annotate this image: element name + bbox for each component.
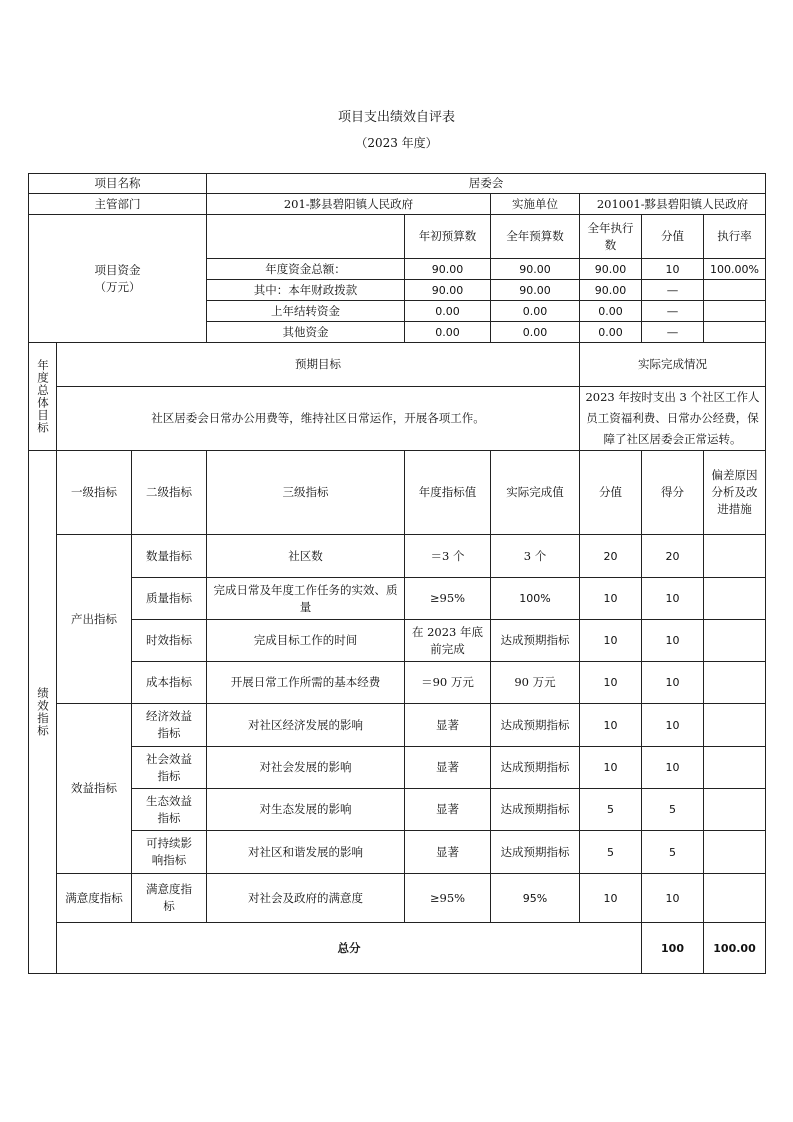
analysis-cell <box>704 535 766 578</box>
funds-score-value: 10 <box>642 259 704 280</box>
level2-cell: 质量指标 <box>132 578 207 620</box>
target-cell: ＝3 个 <box>405 535 491 578</box>
analysis-cell <box>704 662 766 704</box>
project-name-row <box>29 174 766 194</box>
funds-full: 90.00 <box>491 280 580 301</box>
header-score: 得分 <box>642 451 704 535</box>
score-value-cell: 10 <box>580 704 642 747</box>
target-cell: 显著 <box>405 704 491 747</box>
indicator-row <box>29 578 766 620</box>
actual-cell: 90 万元 <box>491 662 580 704</box>
funds-exec: 90.00 <box>580 280 642 301</box>
score-cell: 10 <box>642 874 704 923</box>
funds-exec: 0.00 <box>580 322 642 343</box>
funds-rate: 100.00% <box>704 259 766 280</box>
funds-row-label: 年度资金总额： <box>207 259 405 280</box>
level2-cell: 时效指标 <box>132 620 207 662</box>
indicator-row <box>29 620 766 662</box>
actual-cell: 达成预期指标 <box>491 620 580 662</box>
score-cell: 10 <box>642 704 704 747</box>
target-cell: ＝90 万元 <box>405 662 491 704</box>
funds-rate <box>704 322 766 343</box>
funds-row-label: 上年结转资金 <box>207 301 405 322</box>
target-cell: 在 2023 年底前完成 <box>405 620 491 662</box>
implementing-unit-value: 201001-黟县碧阳镇人民政府 <box>580 194 766 215</box>
level2-cell: 生态效益指标 <box>132 789 207 831</box>
score-cell: 5 <box>642 831 704 874</box>
header-level2: 二级指标 <box>132 451 207 535</box>
indicator-row <box>29 874 766 923</box>
total-score: 100.00 <box>704 923 766 974</box>
header-target: 年度指标值 <box>405 451 491 535</box>
level3-cell: 对社区和谐发展的影响 <box>207 831 405 874</box>
score-cell: 20 <box>642 535 704 578</box>
annual-goal-content-row <box>29 387 766 451</box>
score-value-cell: 10 <box>580 620 642 662</box>
department-label: 主管部门 <box>29 194 207 215</box>
level3-cell: 完成日常及年度工作任务的实效、质量 <box>207 578 405 620</box>
project-name-label: 项目名称 <box>29 174 207 194</box>
performance-indicator-label: 绩效指标 <box>29 451 57 974</box>
level1-output: 产出指标 <box>57 535 132 704</box>
funds-col-exec: 全年执行数 <box>580 215 642 259</box>
level3-cell: 开展日常工作所需的基本经费 <box>207 662 405 704</box>
actual-completion-header: 实际完成情况 <box>580 343 766 387</box>
indicator-row <box>29 747 766 789</box>
funds-label: 项目资金 <box>94 262 141 277</box>
level3-cell: 对社区经济发展的影响 <box>207 704 405 747</box>
header-actual: 实际完成值 <box>491 451 580 535</box>
level2-cell: 数量指标 <box>132 535 207 578</box>
department-value: 201-黟县碧阳镇人民政府 <box>207 194 491 215</box>
actual-completion-text: 2023 年按时支出 3 个社区工作人员工资福利费、日常办公经费，保障了社区居委会正常运转。 <box>580 387 766 451</box>
form-title: 项目支出绩效自评表 <box>337 110 455 125</box>
score-value-cell: 10 <box>580 662 642 704</box>
expected-goal-text: 社区居委会日常办公用费等，维持社区日常运作，开展各项工作。 <box>57 387 580 451</box>
project-name-value: 居委会 <box>207 174 766 194</box>
funds-header-blank <box>207 215 405 259</box>
funds-score-value: — <box>642 280 704 301</box>
funds-unit: （万元） <box>94 279 141 294</box>
score-value-cell: 20 <box>580 535 642 578</box>
funds-initial: 0.00 <box>405 301 491 322</box>
total-score-value: 100 <box>642 923 704 974</box>
funds-col-initial: 年初预算数 <box>405 215 491 259</box>
total-row <box>29 923 766 974</box>
funds-label-cell <box>29 215 207 343</box>
implementing-unit-label: 实施单位 <box>491 194 580 215</box>
actual-cell: 95% <box>491 874 580 923</box>
score-cell: 10 <box>642 747 704 789</box>
actual-cell: 3 个 <box>491 535 580 578</box>
analysis-cell <box>704 874 766 923</box>
analysis-cell <box>704 704 766 747</box>
analysis-cell <box>704 620 766 662</box>
level1-benefit: 效益指标 <box>57 704 132 874</box>
header-level1: 一级指标 <box>57 451 132 535</box>
score-value-cell: 5 <box>580 831 642 874</box>
analysis-cell <box>704 578 766 620</box>
level3-cell: 社区数 <box>207 535 405 578</box>
target-cell: ≥95% <box>405 578 491 620</box>
header-analysis: 偏差原因分析及改进措施 <box>704 451 766 535</box>
expected-goal-header: 预期目标 <box>57 343 580 387</box>
score-value-cell: 10 <box>580 578 642 620</box>
level3-cell: 对社会发展的影响 <box>207 747 405 789</box>
header-score-value: 分值 <box>580 451 642 535</box>
score-value-cell: 10 <box>580 874 642 923</box>
performance-header-row <box>29 451 766 535</box>
indicator-row <box>29 704 766 747</box>
annual-goal-label: 年度总体目标 <box>29 343 57 451</box>
level2-cell: 经济效益指标 <box>132 704 207 747</box>
annual-goal-header-row <box>29 343 766 387</box>
score-value-cell: 10 <box>580 747 642 789</box>
level2-cell: 满意度指标 <box>132 874 207 923</box>
funds-full: 0.00 <box>491 301 580 322</box>
indicator-row <box>29 831 766 874</box>
target-cell: 显著 <box>405 831 491 874</box>
score-cell: 10 <box>642 620 704 662</box>
funds-exec: 0.00 <box>580 301 642 322</box>
funds-full: 90.00 <box>491 259 580 280</box>
score-cell: 10 <box>642 662 704 704</box>
analysis-cell <box>704 789 766 831</box>
total-label: 总分 <box>57 923 642 974</box>
actual-cell: 达成预期指标 <box>491 704 580 747</box>
funds-row-label: 其他资金 <box>207 322 405 343</box>
funds-score-value: — <box>642 301 704 322</box>
funds-rate <box>704 301 766 322</box>
level2-cell: 社会效益指标 <box>132 747 207 789</box>
funds-initial: 0.00 <box>405 322 491 343</box>
self-evaluation-table <box>28 173 766 974</box>
level2-cell: 成本指标 <box>132 662 207 704</box>
funds-header-row <box>29 215 766 259</box>
actual-cell: 达成预期指标 <box>491 747 580 789</box>
actual-cell: 100% <box>491 578 580 620</box>
actual-cell: 达成预期指标 <box>491 831 580 874</box>
indicator-row <box>29 789 766 831</box>
score-cell: 5 <box>642 789 704 831</box>
funds-col-full: 全年预算数 <box>491 215 580 259</box>
funds-row-label: 其中：本年财政拨款 <box>207 280 405 301</box>
form-year: （2023 年度） <box>355 136 438 150</box>
funds-col-score-value: 分值 <box>642 215 704 259</box>
level3-cell: 对社会及政府的满意度 <box>207 874 405 923</box>
funds-score-value: — <box>642 322 704 343</box>
target-cell: 显著 <box>405 789 491 831</box>
indicator-row <box>29 535 766 578</box>
target-cell: 显著 <box>405 747 491 789</box>
score-cell: 10 <box>642 578 704 620</box>
department-row <box>29 194 766 215</box>
level3-cell: 完成目标工作的时间 <box>207 620 405 662</box>
funds-col-rate: 执行率 <box>704 215 766 259</box>
funds-rate <box>704 280 766 301</box>
level1-satisfaction: 满意度指标 <box>57 874 132 923</box>
funds-full: 0.00 <box>491 322 580 343</box>
target-cell: ≥95% <box>405 874 491 923</box>
score-value-cell: 5 <box>580 789 642 831</box>
funds-initial: 90.00 <box>405 280 491 301</box>
level2-cell: 可持续影响指标 <box>132 831 207 874</box>
header-level3: 三级指标 <box>207 451 405 535</box>
actual-cell: 达成预期指标 <box>491 789 580 831</box>
analysis-cell <box>704 831 766 874</box>
funds-exec: 90.00 <box>580 259 642 280</box>
level3-cell: 对生态发展的影响 <box>207 789 405 831</box>
funds-initial: 90.00 <box>405 259 491 280</box>
indicator-row <box>29 662 766 704</box>
analysis-cell <box>704 747 766 789</box>
